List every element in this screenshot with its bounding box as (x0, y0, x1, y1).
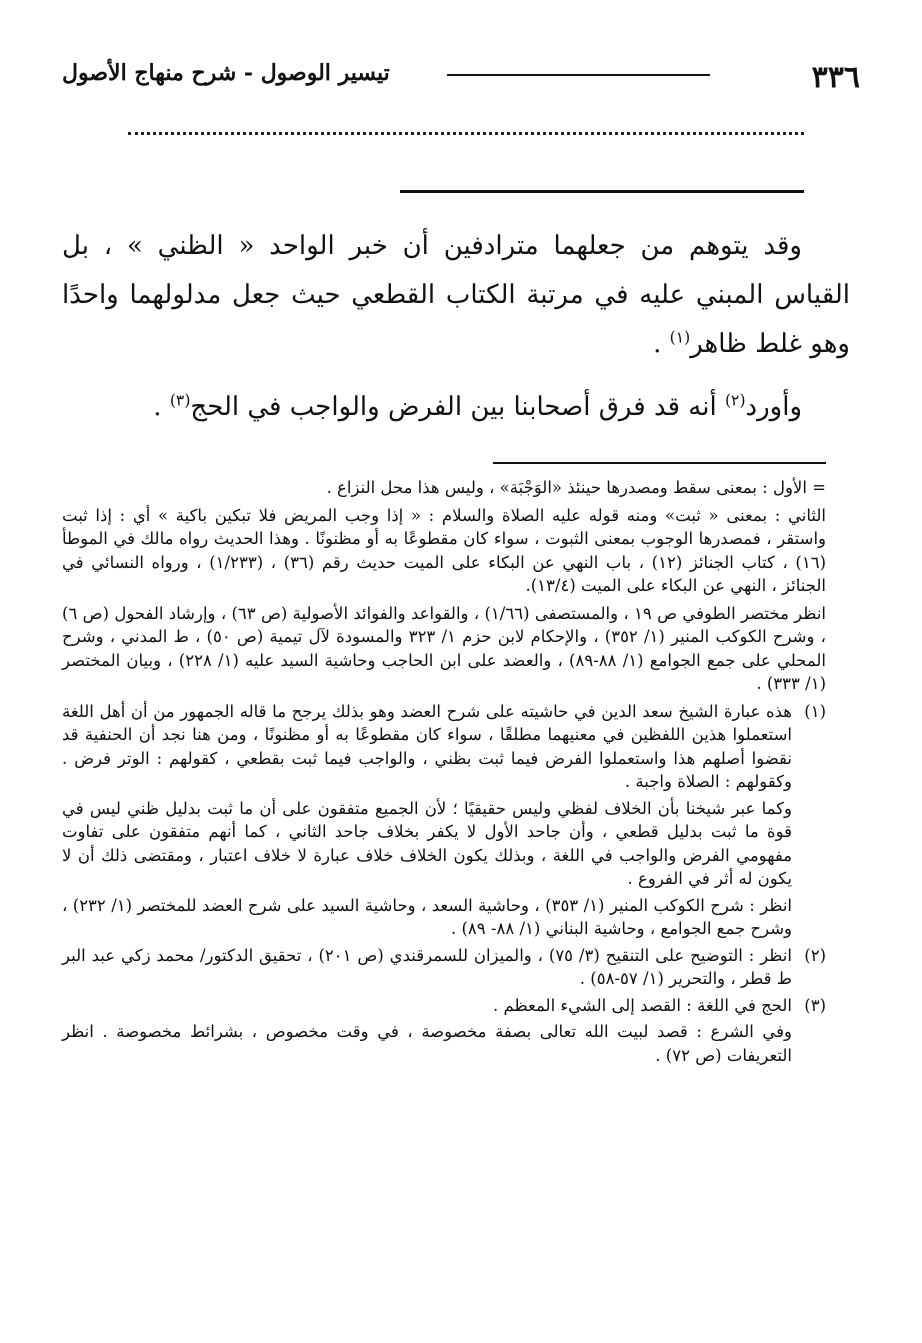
footnote-3-mark: (٣) (804, 995, 826, 1015)
footnotes (62, 476, 826, 1070)
footnote-divider (493, 462, 826, 464)
page-number: ٣٣٦ (811, 60, 860, 95)
footnote-2 (62, 944, 826, 994)
footnote-ref-1: (١) (669, 328, 691, 347)
main-body (62, 222, 850, 432)
main-paragraph-1-end: . (653, 329, 670, 359)
main-divider (400, 190, 804, 193)
footnote-3-para-2: وفي الشرع : قصد لبيت الله تعالى بصفة مخصوصة ، في وقت مخصوص ، بشرائط مخصوصة . انظر التعريفات (ص ٧٢) . (62, 1022, 792, 1065)
header-divider (447, 74, 710, 76)
footnote-continuation-1: = الأول : بمعنى سقط ومصدرها حينئذ «الوَجْبَة» ، وليس هذا محل النزاع . (326, 478, 826, 497)
footnote-3-para-1: الحج في اللغة : القصد إلى الشيء المعظم . (493, 995, 792, 1015)
footnote-continuation-2: الثاني : بمعنى « ثبت» ومنه قوله عليه الصلاة والسلام : « إذا وجب المريض فلا تبكين باكية » أي : إذا ثبت واستقر ، فمصدرها الوجوب بمعنى الثبوت ، سواء كان مقطوعًا به أو مظنونًا . وهذا الحديث رواه مالك في الموطأ (١٦) ، كتاب الجنائز (١٢) ، باب النهي عن البكاء على الميت حديث رقم (٣٦) ، (١/٢٣٣) ، ورواه النسائي في الجنائز ، النهي عن البكاء على الميت (١٣/٤). (62, 505, 826, 595)
main-paragraph-2-start: وأورد (745, 392, 802, 422)
footnote-2-mark: (٢) (804, 945, 826, 965)
main-paragraph-2-end: . (153, 392, 170, 422)
footnote-2-para-1: انظر : التوضيح على التنقيح (٣/ ٧٥) ، والميزان للسمرقندي (ص ٢٠١) ، تحقيق الدكتور/ محمد زكي عبد البر ط قطر ، والتحرير (١/ ٥٧-٥٨) . (62, 945, 792, 988)
main-paragraph-2-mid: أنه قد فرق أصحابنا بين الفرض والواجب في الحج (190, 392, 725, 422)
main-paragraph-2 (62, 383, 850, 432)
footnote-1-para-3: انظر : شرح الكوكب المنير (١/ ٣٥٣) ، وحاشية السعد ، وحاشية السيد على شرح العضد للمختصر (١/ ٢٣٢) ، وشرح جمع الجوامع ، وحاشية البناني (١/ ٨٨- ٨٩) . (62, 895, 793, 938)
footnote-1 (62, 700, 826, 944)
footnote-continuation-3: انظر مختصر الطوفي ص ١٩ ، والمستصفى (١/٦٦) ، والقواعد والفوائد الأصولية (ص ٦٣) ، وإرشاد الفحول (ص ٦) ، وشرح الكوكب المنير (١/ ٣٥٢) ، والإحكام لابن حزم ١/ ٣٢٣ والمسودة لآل تيمية (ص ٥٠) ، ط المدني ، وشرح المحلي على جمع الجوامع (١/ ٨٨-٨٩) ، والعضد على ابن الحاجب وحاشية السيد عليه (١/ ٢٢٨) ، وبيان المختصر (١/ ٣٣٣) . (62, 603, 826, 693)
main-paragraph-1-text: وقد يتوهم من جعلهما مترادفين أن خبر الواحد « الظني » ، بل القياس المبني عليه في مرتبة الكتاب القطعي حيث جعل مدلولهما واحدًا وهو غلط ظاهر (62, 231, 850, 359)
footnote-1-mark: (١) (804, 701, 826, 721)
footnote-ref-3: (٣) (169, 391, 191, 410)
footnote-1-para-2: وكما عبر شيخنا بأن الخلاف لفظي وليس حقيقيًا ؛ لأن الجميع متفقون على أن ما ثبت بدليل ظني ليس في قوة ما ثبت بدليل قطعي ، وأن جاحد الأول لا يكفر بخلاف جاحد الثاني ، كما أنهم متفقون على تفاوت مفهومي الفرض والواجب في اللغة ، وبذلك يكون الخلاف خلاف عبارة لا خلاف اعتبار ، ومقتضى ذلك أن لا يكون له أثر في الفروع . (62, 798, 792, 888)
dotted-separator (128, 132, 804, 147)
page-header (62, 60, 860, 100)
book-title: تيسير الوصول - شرح منهاج الأصول (62, 60, 390, 86)
footnote-ref-2: (٢) (724, 391, 746, 410)
footnote-3 (62, 994, 826, 1071)
footnote-1-para-1: هذه عبارة الشيخ سعد الدين في حاشيته على شرح العضد وهو بذلك يرجح ما قاله الجمهور من أن أهل اللغة استعملوا هذين اللفظين في معنيهما مطلقًا ، سواء كان مقطوعًا به أو مظنونًا ، ومن هنا نجد أن الحنفية قد نقضوا أصلهم هذا واستعملوا الفرض فيما ثبت بظني ، والواجب فيما ثبت بقطعي ، كقولهم : الوتر فرض . وكقولهم : الصلاة واجبة . (62, 701, 792, 791)
main-paragraph-1 (62, 222, 850, 369)
